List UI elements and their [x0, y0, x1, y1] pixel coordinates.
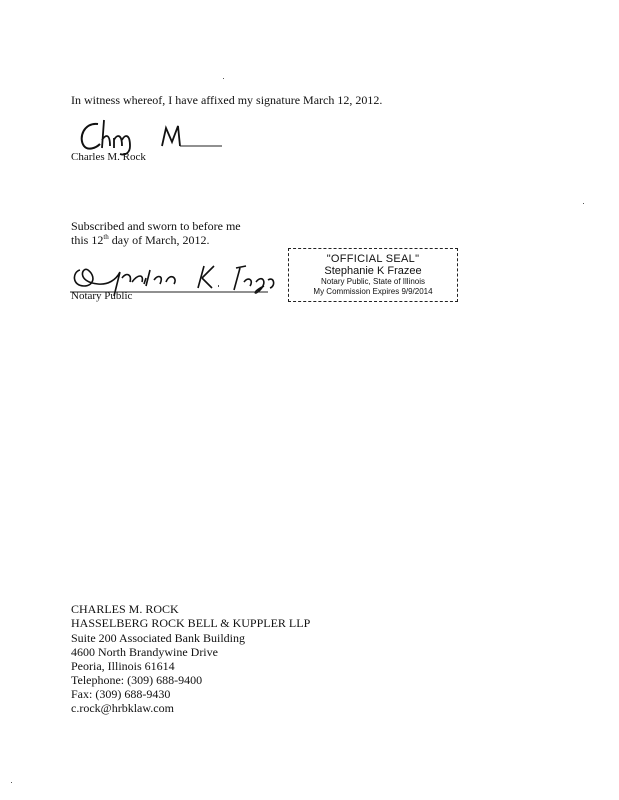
notary-title: Notary Public — [71, 290, 133, 302]
witness-statement: In witness whereof, I have affixed my signature March 12, 2012. — [71, 93, 383, 107]
seal-notary-name: Stephanie K Frazee — [324, 265, 422, 277]
contact-suite: Suite 200 Associated Bank Building — [71, 631, 245, 645]
contact-fax: Fax: (309) 688-9430 — [71, 687, 171, 701]
seal-expiration: My Commission Expires 9/9/2014 — [313, 287, 433, 296]
signer-name: Charles M. Rock — [71, 151, 146, 163]
official-seal — [288, 248, 458, 302]
speck — [11, 782, 12, 783]
contact-name: CHARLES M. ROCK — [71, 602, 179, 616]
contact-email[interactable]: c.rock@hrbklaw.com — [71, 701, 174, 715]
sworn-line-1: Subscribed and sworn to before me — [71, 219, 241, 233]
contact-telephone: Telephone: (309) 688-9400 — [71, 673, 203, 687]
contact-city: Peoria, Illinois 61614 — [71, 659, 175, 673]
speck — [583, 203, 584, 204]
sworn-line-2: this 12th day of March, 2012. — [71, 233, 210, 247]
contact-street: 4600 North Brandywine Drive — [71, 645, 218, 659]
speck — [223, 78, 224, 79]
seal-state: Notary Public, State of Illinois — [320, 277, 426, 286]
seal-heading: "OFFICIAL SEAL" — [326, 253, 420, 265]
contact-firm: HASSELBERG ROCK BELL & KUPPLER LLP — [71, 616, 311, 630]
